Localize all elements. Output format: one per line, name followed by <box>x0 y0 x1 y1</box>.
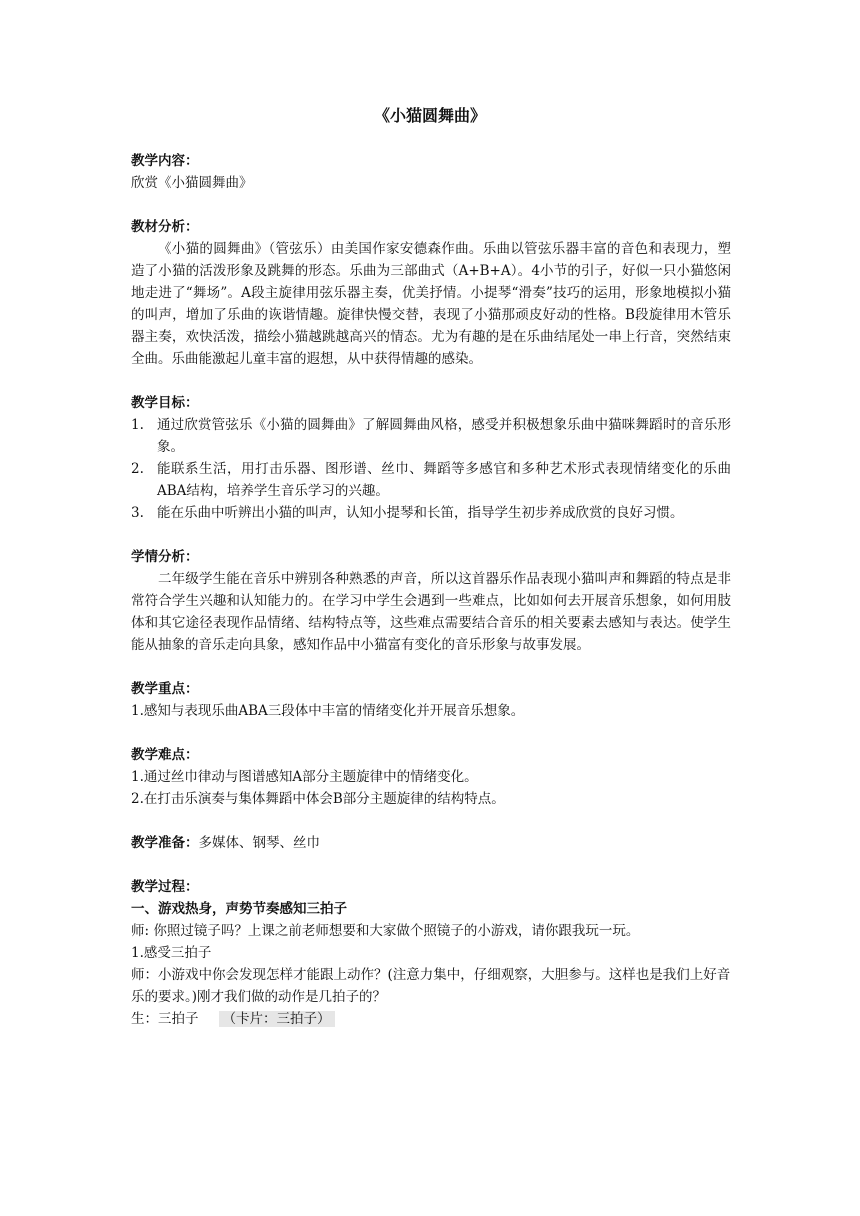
goal-item: 2. 能联系生活，用打击乐器、图形谱、丝巾、舞蹈等多感官和多种艺术形式表现情绪变化的乐曲ABA结构，培养学生音乐学习的兴趣。 <box>131 461 731 499</box>
prep-line <box>131 832 731 854</box>
process-line-3: 师：小游戏中你会发现怎样才能跟上动作？(注意力集中，仔细观察，大胆参与。这样也是我们上好音乐的要求。)刚才我们做的动作是几拍子的？ <box>131 967 731 1005</box>
content-heading: 教学内容： <box>131 153 199 169</box>
process-line-2: 1.感受三拍子 <box>131 945 212 961</box>
process-heading: 教学过程： <box>131 879 199 895</box>
goal-item: 1. 通过欣赏管弦乐《小猫的圆舞曲》了解圆舞曲风格，感受并积极想象乐曲中猫咪舞蹈时的音乐形象。 <box>131 417 731 455</box>
goals-heading: 教学目标： <box>131 395 199 411</box>
prep-text: 多媒体、钢琴、丝巾 <box>198 835 320 851</box>
goal-item: 3. 能在乐曲中听辨出小猫的叫声，认知小提琴和长笛，指导学生初步养成欣赏的良好习惯。 <box>131 505 684 521</box>
process-line-4 <box>131 1008 731 1030</box>
difficult-heading: 教学难点： <box>131 747 199 763</box>
goals-list <box>131 414 731 524</box>
difficult-point: 1.通过丝巾律动与图谱感知A部分主题旋律中的情绪变化。 <box>131 769 478 785</box>
prep-heading: 教学准备： <box>131 835 199 851</box>
student-text: 二年级学生能在音乐中辨别各种熟悉的声音，所以这首器乐作品表现小猫叫声和舞蹈的特点是非常符合学生兴趣和认知能力的。在学习中学生会遇到一些难点，比如如何去开展音乐想象，如何用肢体和其它途径表现作品情绪、结构特点等，这些难点需要结合音乐的相关要素去感知与表达。使学生能从抽象的音乐走向具象，感知作品中小猫富有变化的音乐形象与故事发展。 <box>131 571 731 653</box>
analysis-heading: 教材分析： <box>131 219 199 235</box>
process-line-1: 师: 你照过镜子吗？上课之前老师想要和大家做个照镜子的小游戏，请你跟我玩一玩。 <box>131 923 640 939</box>
card-note: （卡片：三拍子） <box>219 1011 335 1027</box>
student-heading: 学情分析： <box>131 549 199 565</box>
section1-heading: 一、游戏热身，声势节奏感知三拍子 <box>131 901 347 917</box>
document-title: 《小猫圆舞曲》 <box>373 106 486 125</box>
key-heading: 教学重点： <box>131 681 199 697</box>
analysis-text: 《小猫的圆舞曲》（管弦乐）由美国作家安德森作曲。乐曲以管弦乐器丰富的音色和表现力，塑造了小猫的活泼形象及跳舞的形态。乐曲为三部曲式（A+B+A）。4小节的引子，好似一只小猫悠闲地走进了“舞场”。A段主旋律用弦乐器主奏，优美抒情。小提琴“滑奏”技巧的运用，形象地模拟小猫的叫声，增加了乐曲的诙谐情趣。旋律快慢交替，表现了小猫那顽皮好动的性格。B段旋律用木管乐器主奏，欢快活泼，描绘小猫越跳越高兴的情态。尤为有趣的是在乐曲结尾处一串上行音，突然结束全曲。乐曲能激起儿童丰富的遐想，从中获得情趣的感染。 <box>131 241 731 367</box>
difficult-point: 2.在打击乐演奏与集体舞蹈中体会B部分主题旋律的结构特点。 <box>131 791 505 807</box>
student-answer: 生：三拍子 <box>131 1011 199 1027</box>
document-body <box>131 150 731 1030</box>
key-point: 1.感知与表现乐曲ABA三段体中丰富的情绪变化并开展音乐想象。 <box>131 703 525 719</box>
content-text: 欣赏《小猫圆舞曲》 <box>131 175 253 191</box>
